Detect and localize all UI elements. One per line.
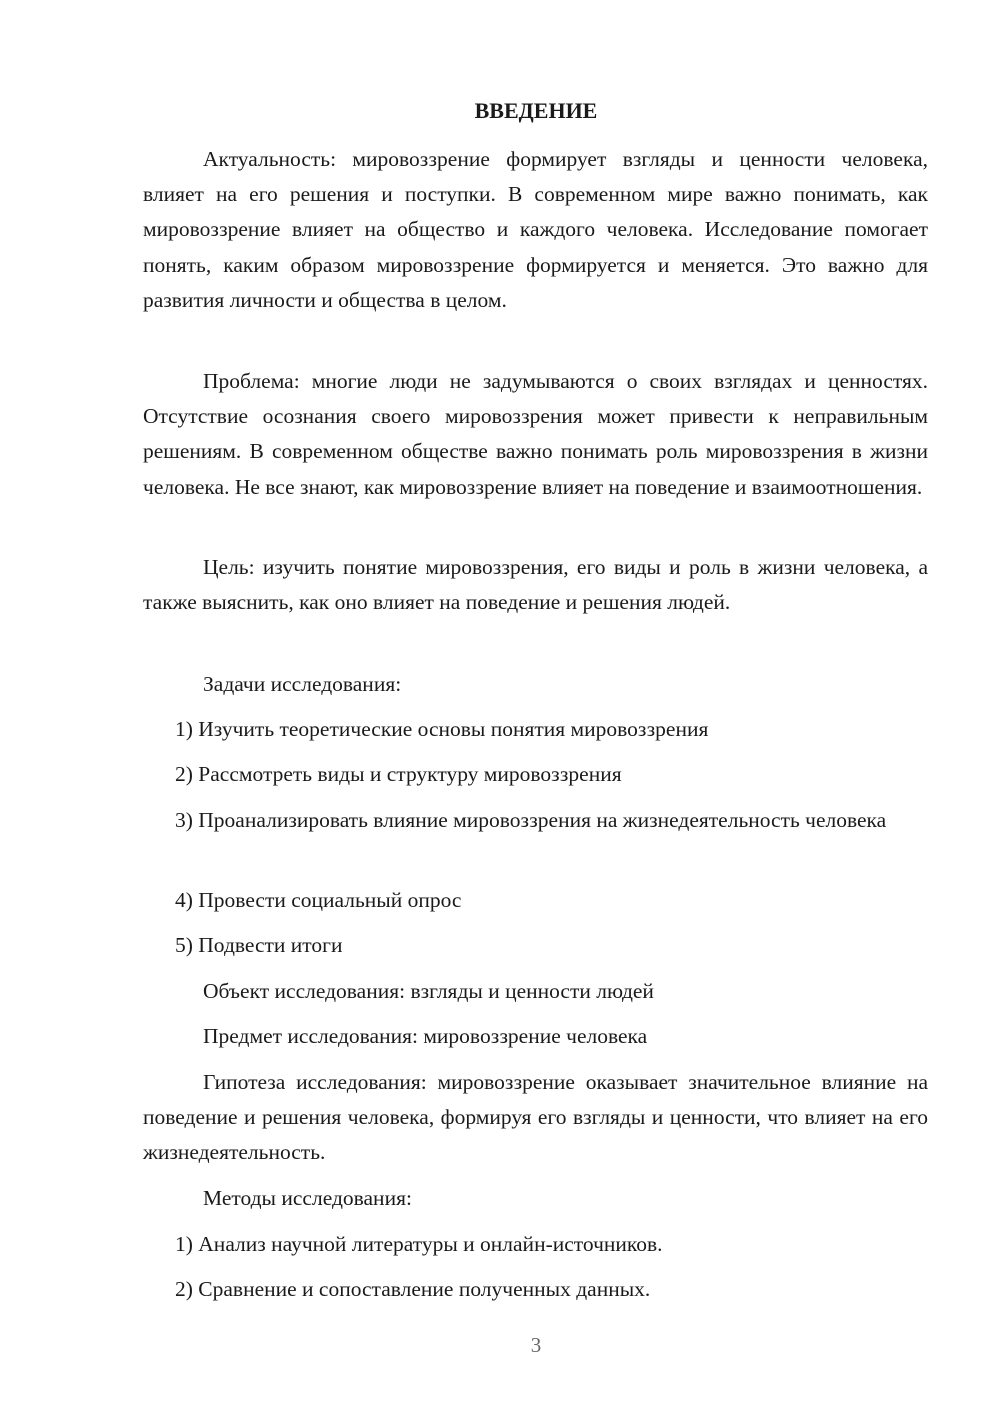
task-item-3: 3) Проанализировать влияние мировоззрения на жизнедеятельность человека [175,808,887,832]
object-paragraph: Объект исследования: взгляды и ценности людей [203,979,654,1003]
tasks-heading: Задачи исследования: [203,672,402,696]
subject-paragraph: Предмет исследования: мировоззрение человека [203,1024,648,1048]
page-number: 3 [530,1333,542,1357]
methods-heading: Методы исследования: [203,1186,412,1210]
goal-paragraph: Цель: изучить понятие мировоззрения, его виды и роль в жизни человека, а также выяснить, как оно влияет на поведение и решения людей. [143,555,928,615]
task-item-5: 5) Подвести итоги [175,933,343,957]
task-item-4: 4) Провести социальный опрос [175,888,462,912]
task-item-2: 2) Рассмотреть виды и структуру мировоззрения [175,762,622,786]
problem-paragraph: Проблема: многие люди не задумываются о своих взглядах и ценностях. Отсутствие осознания своего мировоззрения может привести к неправильным решениям. В современном обществе важно понимать роль мировоззрения в жизни человека. Не все знают, как мировоззрение влияет на поведение и взаимоотношения. [143,369,928,499]
method-item-1: 1) Анализ научной литературы и онлайн-источников. [175,1232,663,1256]
section-title: ВВЕДЕНИЕ [474,98,598,123]
task-item-1: 1) Изучить теоретические основы понятия мировоззрения [175,717,709,741]
method-item-2: 2) Сравнение и сопоставление полученных данных. [175,1277,651,1301]
hypothesis-paragraph: Гипотеза исследования: мировоззрение оказывает значительное влияние на поведение и решения человека, формируя его взгляды и ценности, что влияет на его жизнедеятельность. [143,1070,928,1165]
relevance-paragraph: Актуальность: мировоззрение формирует взгляды и ценности человека, влияет на его решения и поступки. В современном мире важно понимать, как мировоззрение влияет на общество и каждого человека. Исследование помогает понять, каким образом мировоззрение формируется и меняется. Это важно для развития личности и общества в целом. [143,147,928,312]
